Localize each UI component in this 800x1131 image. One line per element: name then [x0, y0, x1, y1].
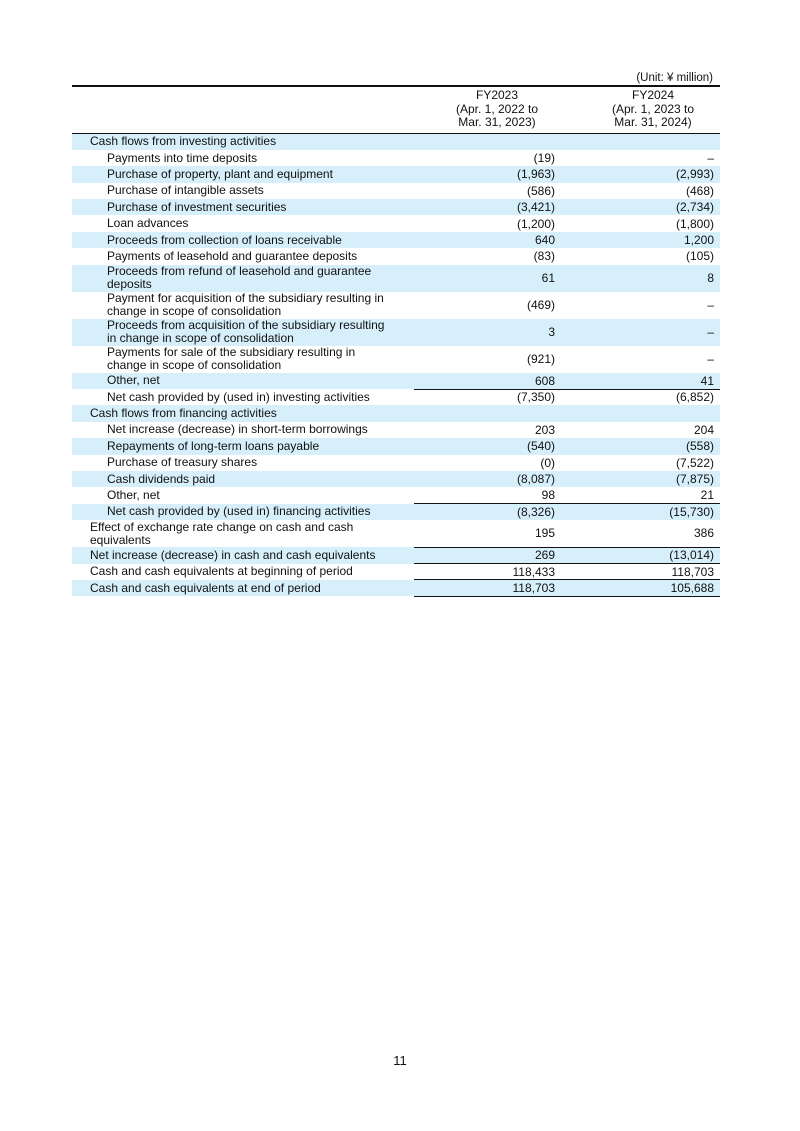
value-fy2023: (469)	[526, 298, 555, 313]
row-label: Payment for acquisition of the subsidiary resulting in change in scope of consolidation	[107, 291, 384, 319]
row-label: Other, net	[107, 488, 160, 503]
cash-flow-table-container	[72, 85, 720, 597]
value-fy2023: 118,433	[433, 564, 561, 580]
row-label: Loan advances	[107, 216, 189, 231]
table-header-row	[72, 86, 720, 134]
value-fy2024: 41	[586, 373, 720, 389]
row-label: Net cash provided by (used in) investing activities	[107, 389, 370, 404]
row-label: Net cash provided by (used in) financing activities	[72, 504, 414, 520]
table-row	[72, 319, 720, 346]
table-row	[72, 166, 720, 182]
row-label: Effect of exchange rate change on cash and cash equivalents	[90, 519, 354, 547]
value-fy2023: (921)	[526, 352, 555, 367]
value-fy2024: 118,703	[586, 564, 720, 580]
row-label: Purchase of property, plant and equipment	[72, 166, 414, 182]
value-fy2024	[586, 134, 720, 150]
row-label: Payments of leasehold and guarantee deposits	[107, 248, 358, 263]
value-fy2023: 61	[433, 265, 561, 292]
row-label: Payments into time deposits	[107, 150, 258, 165]
value-fy2024: –	[586, 319, 720, 346]
column-header-fy2024: FY2024 (Apr. 1, 2023 to Mar. 31, 2024)	[586, 86, 720, 134]
value-fy2023: 640	[433, 232, 561, 248]
table-row	[72, 438, 720, 454]
value-fy2024: (558)	[586, 438, 720, 454]
value-fy2023: (3,421)	[433, 199, 561, 215]
value-fy2024: –	[707, 352, 714, 367]
header-blank	[72, 86, 414, 134]
section-row-financing	[72, 405, 720, 421]
table-row	[72, 471, 720, 487]
table-row	[72, 199, 720, 215]
table-row	[72, 346, 720, 373]
column-header-fy2023: FY2023 (Apr. 1, 2022 to Mar. 31, 2023)	[433, 86, 561, 134]
net-change-row	[72, 547, 720, 563]
row-label: Cash and cash equivalents at end of period	[72, 580, 414, 596]
section-row-investing	[72, 134, 720, 150]
table-row	[72, 455, 720, 471]
subtotal-row-financing	[72, 504, 720, 520]
value-fy2023: (7,350)	[433, 389, 561, 405]
value-fy2023: 3	[433, 319, 561, 346]
value-fy2024: (6,852)	[586, 389, 720, 405]
value-fy2023: (1,200)	[516, 216, 555, 231]
value-fy2024: (1,800)	[675, 216, 714, 231]
value-fy2023: (586)	[526, 183, 555, 198]
table-row	[72, 248, 720, 264]
row-label: Cash flows from financing activities	[72, 405, 414, 421]
value-fy2024: (2,993)	[586, 166, 720, 182]
value-fy2023: (540)	[433, 438, 561, 454]
table-row	[72, 373, 720, 389]
page-number: 11	[393, 1053, 407, 1068]
row-label: Purchase of treasury shares	[107, 455, 258, 470]
value-fy2024: 21	[700, 488, 714, 503]
value-fy2023	[433, 134, 561, 150]
table-row	[72, 422, 720, 438]
value-fy2023: 195	[534, 526, 555, 541]
table-row	[72, 292, 720, 319]
value-fy2023: (8,087)	[433, 471, 561, 487]
value-fy2023	[433, 405, 561, 421]
value-fy2023: 269	[433, 547, 561, 563]
table-row	[72, 150, 720, 166]
value-fy2023: 98	[541, 488, 555, 503]
ending-balance-row	[72, 580, 720, 596]
row-label: Cash flows from investing activities	[72, 134, 414, 150]
value-fy2024: 8	[586, 265, 720, 292]
value-fy2024: (13,014)	[586, 547, 720, 563]
row-label: Proceeds from refund of leasehold and guarantee deposits	[72, 265, 414, 292]
row-label: Cash and cash equivalents at beginning of period	[90, 564, 353, 579]
value-fy2024: (468)	[685, 183, 714, 198]
cash-flow-table	[72, 85, 720, 597]
value-fy2024: 386	[693, 526, 714, 541]
row-label: Purchase of investment securities	[72, 199, 414, 215]
value-fy2023: 118,703	[433, 580, 561, 596]
table-row	[72, 487, 720, 503]
row-label: Net increase (decrease) in cash and cash equivalents	[72, 547, 414, 563]
value-fy2023: 608	[433, 373, 561, 389]
value-fy2024: –	[707, 298, 714, 313]
value-fy2023: (0)	[540, 455, 555, 470]
value-fy2024: (15,730)	[586, 504, 720, 520]
value-fy2024: (105)	[685, 249, 714, 264]
value-fy2023: (8,326)	[433, 504, 561, 520]
row-label: Proceeds from collection of loans receivable	[72, 232, 414, 248]
table-row	[72, 183, 720, 199]
value-fy2023: (1,963)	[433, 166, 561, 182]
row-label: Cash dividends paid	[72, 471, 414, 487]
table-row	[72, 265, 720, 292]
value-fy2024: (7,522)	[675, 455, 714, 470]
table-row	[72, 215, 720, 231]
value-fy2023: 203	[534, 422, 555, 437]
value-fy2023: (83)	[533, 249, 555, 264]
row-label: Other, net	[72, 373, 414, 389]
value-fy2024: 204	[693, 422, 714, 437]
value-fy2024: 105,688	[586, 580, 720, 596]
value-fy2023: (19)	[533, 151, 555, 166]
beginning-balance-row	[72, 564, 720, 580]
row-label: Proceeds from acquisition of the subsidiary resulting in change in scope of consolidation	[72, 319, 414, 346]
row-label: Purchase of intangible assets	[107, 183, 264, 198]
value-fy2024	[586, 405, 720, 421]
table-row	[72, 232, 720, 248]
subtotal-row-investing	[72, 389, 720, 405]
value-fy2024: (7,875)	[586, 471, 720, 487]
unit-note: (Unit: ¥ million)	[636, 72, 713, 84]
table-row	[72, 520, 720, 547]
row-label: Net increase (decrease) in short-term borrowings	[107, 422, 368, 437]
value-fy2024: (2,734)	[586, 199, 720, 215]
row-label: Payments for sale of the subsidiary resulting in change in scope of consolidation	[107, 345, 356, 373]
value-fy2024: 1,200	[586, 232, 720, 248]
row-label: Repayments of long-term loans payable	[72, 438, 414, 454]
value-fy2024: –	[707, 151, 714, 166]
